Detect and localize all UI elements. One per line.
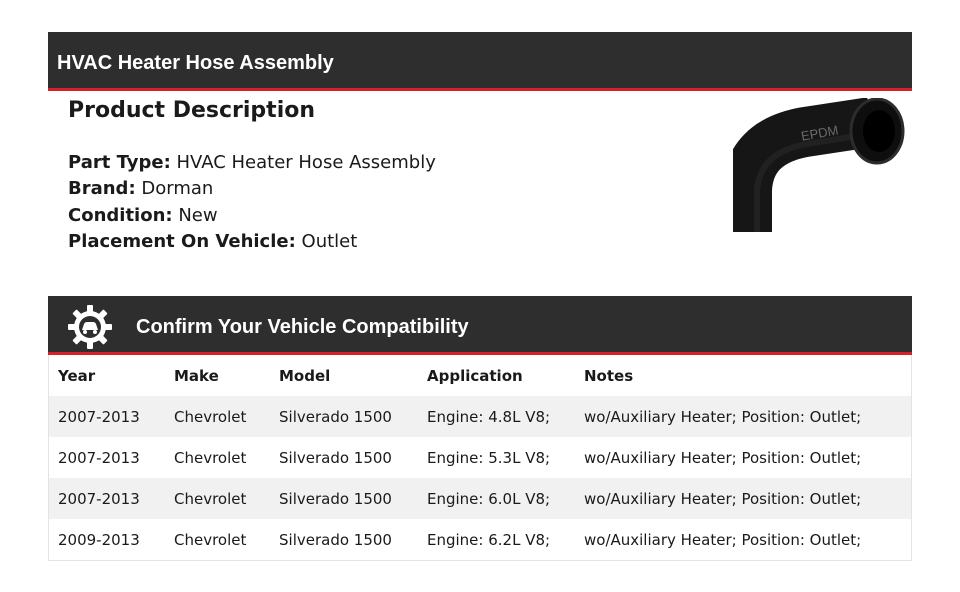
col-application: Application — [427, 367, 523, 385]
product-description — [68, 96, 315, 126]
table-row — [49, 478, 911, 519]
cell-application: Engine: 5.3L V8; — [427, 449, 551, 467]
heater-hose-image — [733, 98, 905, 232]
cell-year: 2009-2013 — [58, 531, 140, 549]
compatibility-title: Confirm Your Vehicle Compatibility — [136, 316, 469, 338]
spec-brand: Brand: Dorman — [68, 178, 214, 200]
cell-make: Chevrolet — [174, 531, 247, 549]
col-model: Model — [279, 367, 331, 385]
cell-make: Chevrolet — [174, 449, 247, 467]
compatibility-table — [48, 355, 912, 561]
col-make: Make — [174, 367, 219, 385]
spec-list — [68, 150, 436, 255]
table-row — [49, 396, 911, 437]
hose-marking: EPDM — [799, 122, 840, 144]
product-title: HVAC Heater Hose Assembly — [57, 52, 334, 74]
col-year: Year — [58, 367, 96, 385]
cell-application: Engine: 4.8L V8; — [427, 408, 551, 426]
cell-application: Engine: 6.2L V8; — [427, 531, 551, 549]
product-title-bar — [48, 32, 912, 91]
spec-placement: Placement On Vehicle: Outlet — [68, 230, 358, 252]
cell-make: Chevrolet — [174, 408, 247, 426]
cell-notes: wo/Auxiliary Heater; Position: Outlet; — [584, 490, 862, 508]
cell-year: 2007-2013 — [58, 408, 140, 426]
cell-model: Silverado 1500 — [279, 408, 392, 426]
gear-car-icon — [68, 305, 112, 349]
cell-notes: wo/Auxiliary Heater; Position: Outlet; — [584, 449, 862, 467]
cell-notes: wo/Auxiliary Heater; Position: Outlet; — [584, 531, 862, 549]
cell-model: Silverado 1500 — [279, 531, 392, 549]
col-notes: Notes — [584, 367, 634, 385]
cell-model: Silverado 1500 — [279, 490, 392, 508]
table-row — [49, 437, 911, 478]
cell-make: Chevrolet — [174, 490, 247, 508]
spec-condition: Condition: New — [68, 204, 218, 226]
cell-year: 2007-2013 — [58, 449, 140, 467]
cell-model: Silverado 1500 — [279, 449, 392, 467]
table-row — [49, 519, 911, 560]
description-heading: Product Description — [68, 98, 316, 123]
spec-part-type: Part Type: HVAC Heater Hose Assembly — [68, 152, 436, 173]
table-header-row — [49, 355, 911, 396]
compatibility-bar — [48, 296, 912, 355]
cell-year: 2007-2013 — [58, 490, 140, 508]
cell-application: Engine: 6.0L V8; — [427, 490, 551, 508]
cell-notes: wo/Auxiliary Heater; Position: Outlet; — [584, 408, 862, 426]
